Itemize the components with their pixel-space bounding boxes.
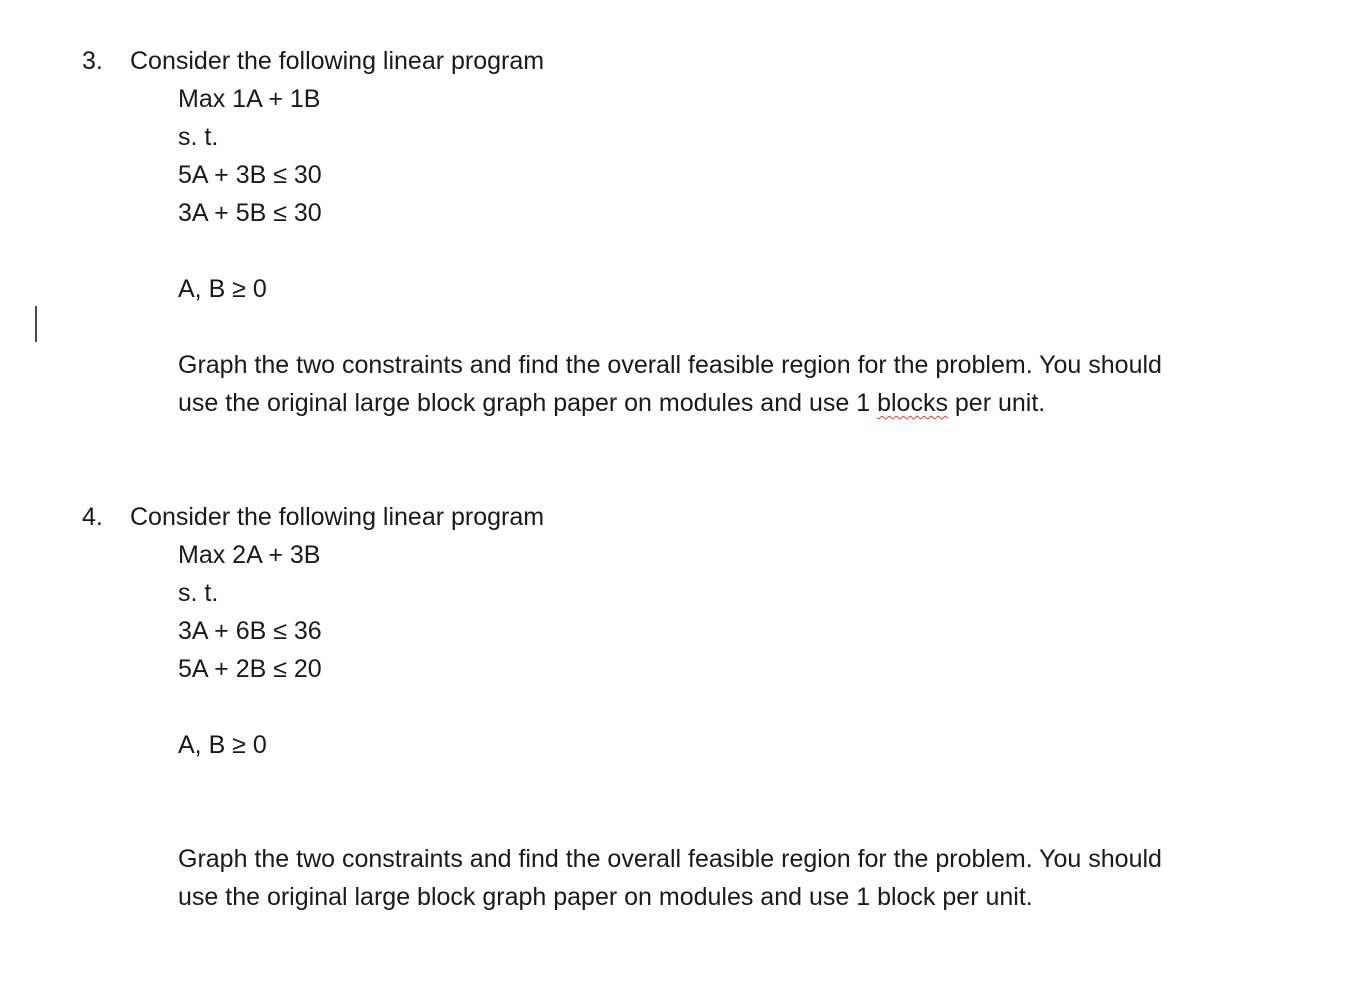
spellcheck-flagged-word[interactable]: blocks <box>877 389 948 417</box>
problem-3-instruction-line-1: Graph the two constraints and find the overall feasible region for the problem. You should <box>178 351 1162 379</box>
problem-3-constraint-2: 3A + 5B ≤ 30 <box>178 199 322 227</box>
problem-4-nonnegativity: A, B ≥ 0 <box>178 731 267 759</box>
problem-4-instruction-line-2: use the original large block graph paper on modules and use 1 block per unit. <box>178 883 1033 911</box>
problem-4-objective: Max 2A + 3B <box>178 541 321 569</box>
problem-3-objective: Max 1A + 1B <box>178 85 321 113</box>
problem-4-number: 4. <box>82 503 103 531</box>
problem-4-subject-to: s. t. <box>178 579 219 607</box>
problem-3-number: 3. <box>82 47 103 75</box>
text-cursor <box>35 306 37 342</box>
problem-3-constraint-1: 5A + 3B ≤ 30 <box>178 161 322 189</box>
problem-3-subject-to: s. t. <box>178 123 219 151</box>
problem-3-instruction-text-b: per unit. <box>947 389 1046 417</box>
problem-4-heading: Consider the following linear program <box>130 503 545 531</box>
problem-3-heading: Consider the following linear program <box>130 47 545 75</box>
problem-4-instruction-line-1: Graph the two constraints and find the overall feasible region for the problem. You should <box>178 845 1162 873</box>
problem-3-nonnegativity: A, B ≥ 0 <box>178 275 267 303</box>
problem-3-instruction-text-a: use the original large block graph paper on modules and use 1 <box>178 389 878 417</box>
problem-4-constraint-2: 5A + 2B ≤ 20 <box>178 655 322 683</box>
problem-4-constraint-1: 3A + 6B ≤ 36 <box>178 617 322 645</box>
problem-3-instruction-line-2 <box>178 388 1045 418</box>
